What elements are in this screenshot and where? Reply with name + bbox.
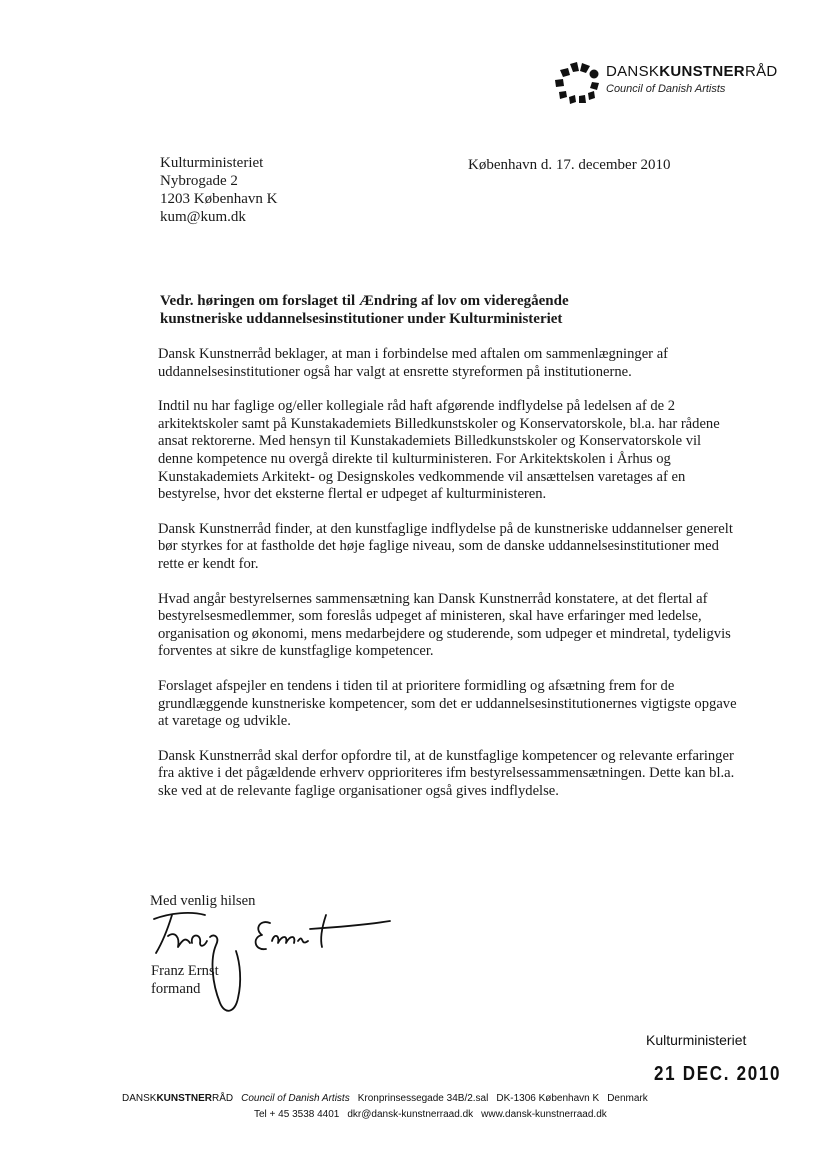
recipient-line: kum@kum.dk xyxy=(160,209,246,225)
body-paragraph: Indtil nu har faglige og/eller kollegiale råd haft afgørende indflydelse på ledelsen af de 2 arkitektskoler samt på Kunstakademiets Billedkunstskoler og Konservatorskole, bl.a. har rådene ansat rektorerne. Med hensyn til Kunstakademiets Billedkunstskoler og Konservatorskole vil denne kompetence nu overgå direkte til kulturministeren. For Arkitektskolen i Århus og Kunstakademiets Arkitekt- og Designskoles vedkommende vil ansættelsen varetages af en bestyrelse, hvor det eksterne flertal er udpeget af kulturministeren. xyxy=(158,398,720,503)
council-logo-mark xyxy=(552,60,602,108)
footer-country: Denmark xyxy=(607,1093,648,1104)
signer-block xyxy=(151,962,219,998)
subject-line: Vedr. høringen om forslaget til Ændring af lov om videregående xyxy=(160,293,569,309)
signer-name: Franz Ernst xyxy=(151,963,219,979)
received-stamp-date: 21 DEC. 2010 xyxy=(654,1063,782,1085)
brand-header xyxy=(606,63,778,95)
recipient-line: Nybrogade 2 xyxy=(160,173,238,189)
footer-address-line xyxy=(122,1093,648,1104)
footer-brand: DANSKKUNSTNERRÅD xyxy=(122,1093,234,1104)
received-stamp-recipient: Kulturministeriet xyxy=(646,1032,747,1048)
brand-name: DANSKKUNSTNERRÅD xyxy=(606,63,778,80)
closing-greeting: Med venlig hilsen xyxy=(150,893,256,909)
footer-phone: Tel + 45 3538 4401 xyxy=(254,1109,340,1120)
recipient-line: 1203 København K xyxy=(160,191,278,207)
subject-line: kunstneriske uddannelsesinstitutioner under Kulturministeriet xyxy=(160,311,563,327)
body-paragraph: Dansk Kunstnerråd finder, at den kunstfaglige indflydelse på de kunstneriske uddannelser generelt bør styrkes for at fastholde det høje faglige niveau, som de danske uddannelsesinstitutioner med rette er kendt for. xyxy=(158,520,733,572)
footer-brand-subtitle: Council of Danish Artists xyxy=(241,1093,350,1104)
footer-street: Kronprinsessegade 34B/2.sal xyxy=(357,1093,489,1104)
body-paragraph: Dansk Kunstnerråd beklager, at man i forbindelse med aftalen om sammenlægninger af uddannelsesinstitutioner også har valgt at ensrette styreformen på institutionerne. xyxy=(158,346,669,380)
footer-contact-line xyxy=(254,1109,607,1120)
signer-title: formand xyxy=(151,981,201,997)
brand-subtitle: Council of Danish Artists xyxy=(606,83,726,95)
letter-subject xyxy=(160,292,730,328)
footer-email: dkr@dansk-kunstnerraad.dk xyxy=(347,1109,474,1120)
body-paragraph: Forslaget afspejler en tendens i tiden til at prioritere formidling og afsætning frem for de grundlæggende kunstneriske kompetencer, som det er uddannelsesinstitutionernes vigtigste opgave at varetage og udvikle. xyxy=(158,677,737,730)
footer-postal: DK-1306 København K xyxy=(496,1093,600,1104)
recipient-address xyxy=(160,154,277,226)
letter-body xyxy=(158,346,738,817)
letter-date: København d. 17. december 2010 xyxy=(468,157,671,173)
body-paragraph: Dansk Kunstnerråd skal derfor opfordre til, at de kunstfaglige kompetencer og relevante erfaringer fra aktive i det pågældende erhverv opprioriteres ifm bestyrelsessammensætningen. Dette kan bl.a. ske ved at de relevante faglige organisationer også gives indflydelse. xyxy=(158,747,735,799)
body-paragraph: Hvad angår bestyrelsernes sammensætning kan Dansk Kunstnerråd konstatere, at det flertal af bestyrelsesmedlemmer, som foreslås udpeget af ministeren, skal have erfaringer med ledelse, organisation og økonomi, mens medarbejdere og studerende, som udpeger et mindretal, tydeligvis forventes at sikre de kunstfaglige kompetencer. xyxy=(158,590,731,660)
recipient-line: Kulturministeriet xyxy=(160,155,264,171)
footer-website: www.dansk-kunstnerraad.dk xyxy=(481,1109,607,1120)
